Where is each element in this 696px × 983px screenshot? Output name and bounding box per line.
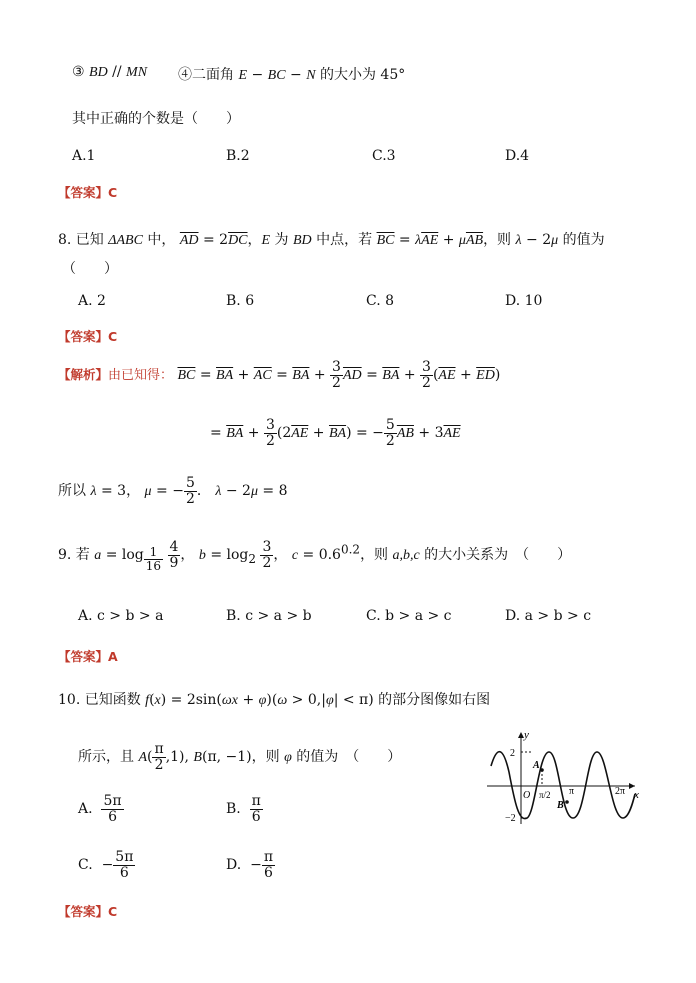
q8-choice-b: B. 6 bbox=[226, 293, 255, 309]
q7-choice-c: C.3 bbox=[372, 148, 396, 164]
q8-analysis-line2: = $\overline{BA}$ + $\frac{3}{2}$ $(2\overline{AE} + \overline{BA})$ = − $\frac{5}{2}$ $\overline{AB} + 3\overline{AE}$ bbox=[210, 417, 461, 449]
q9-choice-c: C. b > a > c bbox=[366, 608, 452, 624]
x-axis-label: x bbox=[634, 789, 639, 801]
q9-choice-b: B. c > a > b bbox=[226, 608, 312, 624]
q10-choice-d: D. − $\frac{\pi}{6}$ bbox=[226, 849, 274, 881]
y-bottom-label: −2 bbox=[505, 813, 516, 824]
q7-choice-b: B.2 bbox=[226, 148, 250, 164]
q7-choice-a: A.1 bbox=[72, 148, 96, 164]
point-a-label: A bbox=[533, 760, 540, 771]
y-axis-label: y bbox=[524, 729, 529, 741]
q8-choice-c: C. 8 bbox=[366, 293, 395, 309]
q8-answer: 【答案】C bbox=[58, 329, 118, 344]
analysis-label: 【解析】 bbox=[58, 367, 109, 383]
q7-question: 其中正确的个数是（ ） bbox=[72, 111, 240, 127]
q9-choice-d: D. a > b > c bbox=[505, 608, 592, 624]
q7-choice-d: D.4 bbox=[505, 148, 530, 164]
y-top-label: 2 bbox=[510, 748, 515, 759]
q8-choice-a: A. 2 bbox=[78, 293, 106, 309]
q9-stem: 9. 若 a = log $_{\frac{1}{16}}$ $\frac{4}{9}$ ， $b = \log_2$ $\frac{3}{2}$ ， $c = 0.6^{0.2}$，则 a,b,c 的大小关系为 （ ） bbox=[58, 539, 572, 573]
q10-stem: 10. 已知函数 f(x) = 2sin(ωx + φ)(ω > 0,|φ| < π) 的部分图像如右图 bbox=[58, 692, 491, 708]
q8-stem: 8. 已知 ΔABC 中， $\overline{AD} = 2\overline{DC}$，E 为 BD 中点，若 $\overline{BC} = \lambda\overline{AE} + \mu\overline{AB}$，则 λ − 2μ 的值为 bbox=[58, 232, 605, 248]
two-pi-label: 2π bbox=[615, 786, 626, 797]
q8-choice-d: D. 10 bbox=[505, 293, 543, 309]
pi-label: π bbox=[569, 786, 575, 797]
q9-answer: 【答案】A bbox=[58, 649, 118, 664]
q8-analysis-line3: 所以 λ = 3， μ = − $\frac{5}{2}$ ． λ − 2μ = 8 bbox=[58, 475, 288, 507]
q8-analysis-line1: 【解析】由已知得： $\overline{BC} = \overline{BA} + \overline{AC} = \overline{BA}$ + $\frac{3}{2}$ $\overline{AD} = \overline{BA}$ + $\frac{3}{2}$ $(\overline{AE} + \overline{ED})$ bbox=[58, 359, 501, 391]
point-b bbox=[565, 800, 569, 804]
pi-half-label: π/2 bbox=[539, 790, 551, 800]
origin-label: O bbox=[523, 790, 531, 801]
q10-choice-b: B. $\frac{\pi}{6}$ bbox=[226, 793, 261, 825]
option-3: ③ BD // MN bbox=[72, 64, 148, 80]
q8-paren: （ ） bbox=[62, 261, 118, 277]
q10-answer: 【答案】C bbox=[58, 904, 118, 919]
point-b-label: B bbox=[557, 800, 564, 811]
q9-choice-a: A. c > b > a bbox=[78, 608, 164, 624]
q10-stem2: 所示，且 A( $\frac{\pi}{2}$ ,1), B(π, −1)，则 φ 的值为 （ ） bbox=[78, 741, 402, 773]
option-4: ④二面角 E − BC − N 的大小为 45° bbox=[178, 67, 406, 83]
point-a bbox=[540, 768, 544, 772]
q7-answer: 【答案】C bbox=[58, 185, 118, 200]
sine-graph bbox=[483, 728, 643, 828]
q10-choice-c: C. − $\frac{5\pi}{6}$ bbox=[78, 849, 134, 881]
q10-choice-a: A. $\frac{5\pi}{6}$ bbox=[78, 793, 122, 825]
